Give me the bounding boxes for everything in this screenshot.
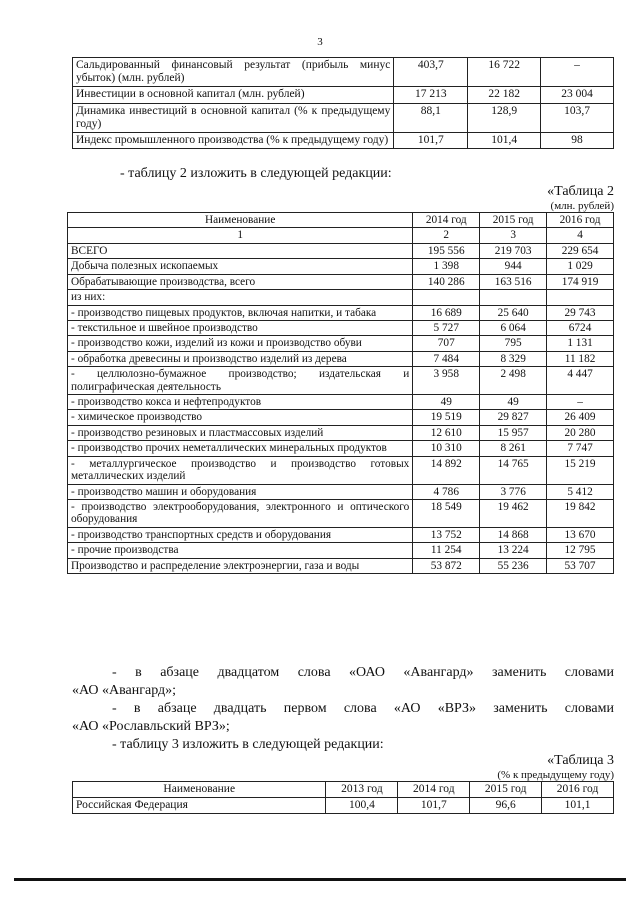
row-value: 101,1 <box>542 798 614 814</box>
row-name: Динамика инвестиций в основной капитал (% к предыдущему году) <box>73 103 394 132</box>
instruction-avangard: - в абзаце двадцатом слова «ОАО «Авангард» заменить словами <box>112 665 614 680</box>
table-row <box>73 103 614 132</box>
row-value: 15 219 <box>547 456 614 484</box>
table3-header-name: Наименование <box>73 782 326 798</box>
row-value: 14 765 <box>480 456 547 484</box>
row-value: 53 872 <box>413 558 480 573</box>
instruction-avangard-cont: «АО «Авангард»; <box>72 683 177 698</box>
row-name: Индекс промышленного производства (% к предыдущему году) <box>73 133 394 149</box>
row-value: 1 029 <box>547 259 614 274</box>
table-row <box>68 410 614 425</box>
row-value: 12 610 <box>413 425 480 440</box>
row-value: 195 556 <box>413 243 480 258</box>
row-name: из них: <box>68 290 413 305</box>
row-value: 8 329 <box>480 351 547 366</box>
row-value: 13 670 <box>547 527 614 542</box>
row-value: – <box>547 395 614 410</box>
table-row <box>68 367 614 395</box>
table2-header-row <box>68 213 614 228</box>
table-row <box>73 58 614 87</box>
table3-header-2014: 2014 год <box>398 782 470 798</box>
row-value: 101,7 <box>398 798 470 814</box>
row-name: ВСЕГО <box>68 243 413 258</box>
table-row <box>68 351 614 366</box>
row-name: - целлюлозно-бумажное производство; издательская и полиграфическая деятельность <box>68 367 413 395</box>
table-row <box>68 305 614 320</box>
instruction-vrz: - в абзаце двадцать первом слова «АО «ВРЗ» заменить словами <box>112 701 614 716</box>
table-row <box>68 320 614 335</box>
row-value: 140 286 <box>413 274 480 289</box>
row-value: 11 182 <box>547 351 614 366</box>
row-value: 15 957 <box>480 425 547 440</box>
row-name: - металлургическое производство и производство готовых металлических изделий <box>68 456 413 484</box>
row-value: 944 <box>480 259 547 274</box>
row-name: - текстильное и швейное производство <box>68 320 413 335</box>
table-row <box>68 243 614 258</box>
table3-units: (% к предыдущему году) <box>497 769 614 781</box>
row-value: 8 261 <box>480 441 547 456</box>
instruction-table3: - таблицу 3 изложить в следующей редакции: <box>112 737 384 752</box>
row-value: 13 752 <box>413 527 480 542</box>
table-row <box>68 543 614 558</box>
row-value: 19 842 <box>547 500 614 528</box>
row-value: 53 707 <box>547 558 614 573</box>
row-value: 26 409 <box>547 410 614 425</box>
industrial-index-table <box>72 781 614 814</box>
table-row <box>68 527 614 542</box>
row-value: 219 703 <box>480 243 547 258</box>
row-name: - химическое производство <box>68 410 413 425</box>
table2-header-2016: 2016 год <box>547 213 614 228</box>
table3-header-2015: 2015 год <box>470 782 542 798</box>
row-name: Обрабатывающие производства, всего <box>68 274 413 289</box>
row-value: 1 131 <box>547 336 614 351</box>
table2-colnum: 1 <box>68 228 413 243</box>
row-value: 29 827 <box>480 410 547 425</box>
row-value: 98 <box>541 133 614 149</box>
row-name: Российская Федерация <box>73 798 326 814</box>
table3-header-2016: 2016 год <box>542 782 614 798</box>
row-value: – <box>541 58 614 87</box>
table-row <box>68 441 614 456</box>
row-value <box>413 290 480 305</box>
row-value: 19 519 <box>413 410 480 425</box>
row-name: Добыча полезных ископаемых <box>68 259 413 274</box>
row-value: 101,7 <box>394 133 468 149</box>
row-name: - производство электрооборудования, электронного и оптического оборудования <box>68 500 413 528</box>
row-value: 103,7 <box>541 103 614 132</box>
row-value: 20 280 <box>547 425 614 440</box>
row-name: - производство кожи, изделий из кожи и производство обуви <box>68 336 413 351</box>
row-value: 7 484 <box>413 351 480 366</box>
row-name: - производство пищевых продуктов, включая напитки, и табака <box>68 305 413 320</box>
row-value: 4 786 <box>413 484 480 499</box>
table2-caption: «Таблица 2 <box>547 184 614 199</box>
row-value: 96,6 <box>470 798 542 814</box>
table-row <box>68 425 614 440</box>
row-value: 55 236 <box>480 558 547 573</box>
table2-header-name: Наименование <box>68 213 413 228</box>
instruction-table2: - таблицу 2 изложить в следующей редакции: <box>120 166 392 181</box>
row-value: 163 516 <box>480 274 547 289</box>
row-value: 25 640 <box>480 305 547 320</box>
row-value: 6724 <box>547 320 614 335</box>
row-name: - производство машин и оборудования <box>68 484 413 499</box>
row-value: 174 919 <box>547 274 614 289</box>
row-value: 19 462 <box>480 500 547 528</box>
row-value: 49 <box>413 395 480 410</box>
row-name: - обработка древесины и производство изделий из дерева <box>68 351 413 366</box>
row-value: 101,4 <box>468 133 541 149</box>
table-row <box>68 500 614 528</box>
row-value: 229 654 <box>547 243 614 258</box>
row-name: Производство и распределение электроэнергии, газа и воды <box>68 558 413 573</box>
row-value: 13 224 <box>480 543 547 558</box>
table-row <box>68 290 614 305</box>
row-value: 707 <box>413 336 480 351</box>
row-value: 1 398 <box>413 259 480 274</box>
row-name: - производство прочих неметаллических минеральных продуктов <box>68 441 413 456</box>
instruction-vrz-cont: «АО «Рославльский ВРЗ»; <box>72 719 230 734</box>
table2-header-2015: 2015 год <box>480 213 547 228</box>
table-row <box>68 274 614 289</box>
row-value: 4 447 <box>547 367 614 395</box>
table3-header-row <box>73 782 614 798</box>
row-value <box>547 290 614 305</box>
row-name: - производство резиновых и пластмассовых изделий <box>68 425 413 440</box>
table-row <box>68 484 614 499</box>
row-value: 5 412 <box>547 484 614 499</box>
table-row <box>68 395 614 410</box>
row-value: 795 <box>480 336 547 351</box>
table-row <box>68 558 614 573</box>
row-value: 16 722 <box>468 58 541 87</box>
row-value: 22 182 <box>468 87 541 103</box>
table2-units: (млн. рублей) <box>550 200 614 212</box>
row-value: 5 727 <box>413 320 480 335</box>
row-value: 14 868 <box>480 527 547 542</box>
row-value: 3 776 <box>480 484 547 499</box>
row-value: 2 498 <box>480 367 547 395</box>
row-value <box>480 290 547 305</box>
row-value: 3 958 <box>413 367 480 395</box>
table2-header-2014: 2014 год <box>413 213 480 228</box>
row-name: - производство транспортных средств и оборудования <box>68 527 413 542</box>
row-value: 100,4 <box>326 798 398 814</box>
row-value: 12 795 <box>547 543 614 558</box>
row-value: 88,1 <box>394 103 468 132</box>
table-row <box>68 456 614 484</box>
row-value: 11 254 <box>413 543 480 558</box>
table-row <box>73 133 614 149</box>
row-value: 18 549 <box>413 500 480 528</box>
row-value: 17 213 <box>394 87 468 103</box>
row-value: 403,7 <box>394 58 468 87</box>
table2-colnum: 3 <box>480 228 547 243</box>
row-value: 49 <box>480 395 547 410</box>
row-name: - производство кокса и нефтепродуктов <box>68 395 413 410</box>
row-value: 29 743 <box>547 305 614 320</box>
table2-colnum: 2 <box>413 228 480 243</box>
row-value: 16 689 <box>413 305 480 320</box>
table-row <box>73 87 614 103</box>
footer-rule <box>14 878 626 881</box>
row-name: Инвестиции в основной капитал (млн. рублей) <box>73 87 394 103</box>
row-value: 14 892 <box>413 456 480 484</box>
row-value: 6 064 <box>480 320 547 335</box>
row-value: 23 004 <box>541 87 614 103</box>
production-table <box>67 212 614 574</box>
row-value: 128,9 <box>468 103 541 132</box>
table2-colnum-row <box>68 228 614 243</box>
row-value: 10 310 <box>413 441 480 456</box>
table-row <box>68 336 614 351</box>
table2-colnum: 4 <box>547 228 614 243</box>
table-row <box>68 259 614 274</box>
row-value: 7 747 <box>547 441 614 456</box>
row-name: Сальдированный финансовый результат (прибыль минус убыток) (млн. рублей) <box>73 58 394 87</box>
table3-caption: «Таблица 3 <box>547 753 614 768</box>
table-row <box>73 798 614 814</box>
table3-header-2013: 2013 год <box>326 782 398 798</box>
indicators-table <box>72 57 614 149</box>
row-name: - прочие производства <box>68 543 413 558</box>
page-number: 3 <box>317 36 323 48</box>
